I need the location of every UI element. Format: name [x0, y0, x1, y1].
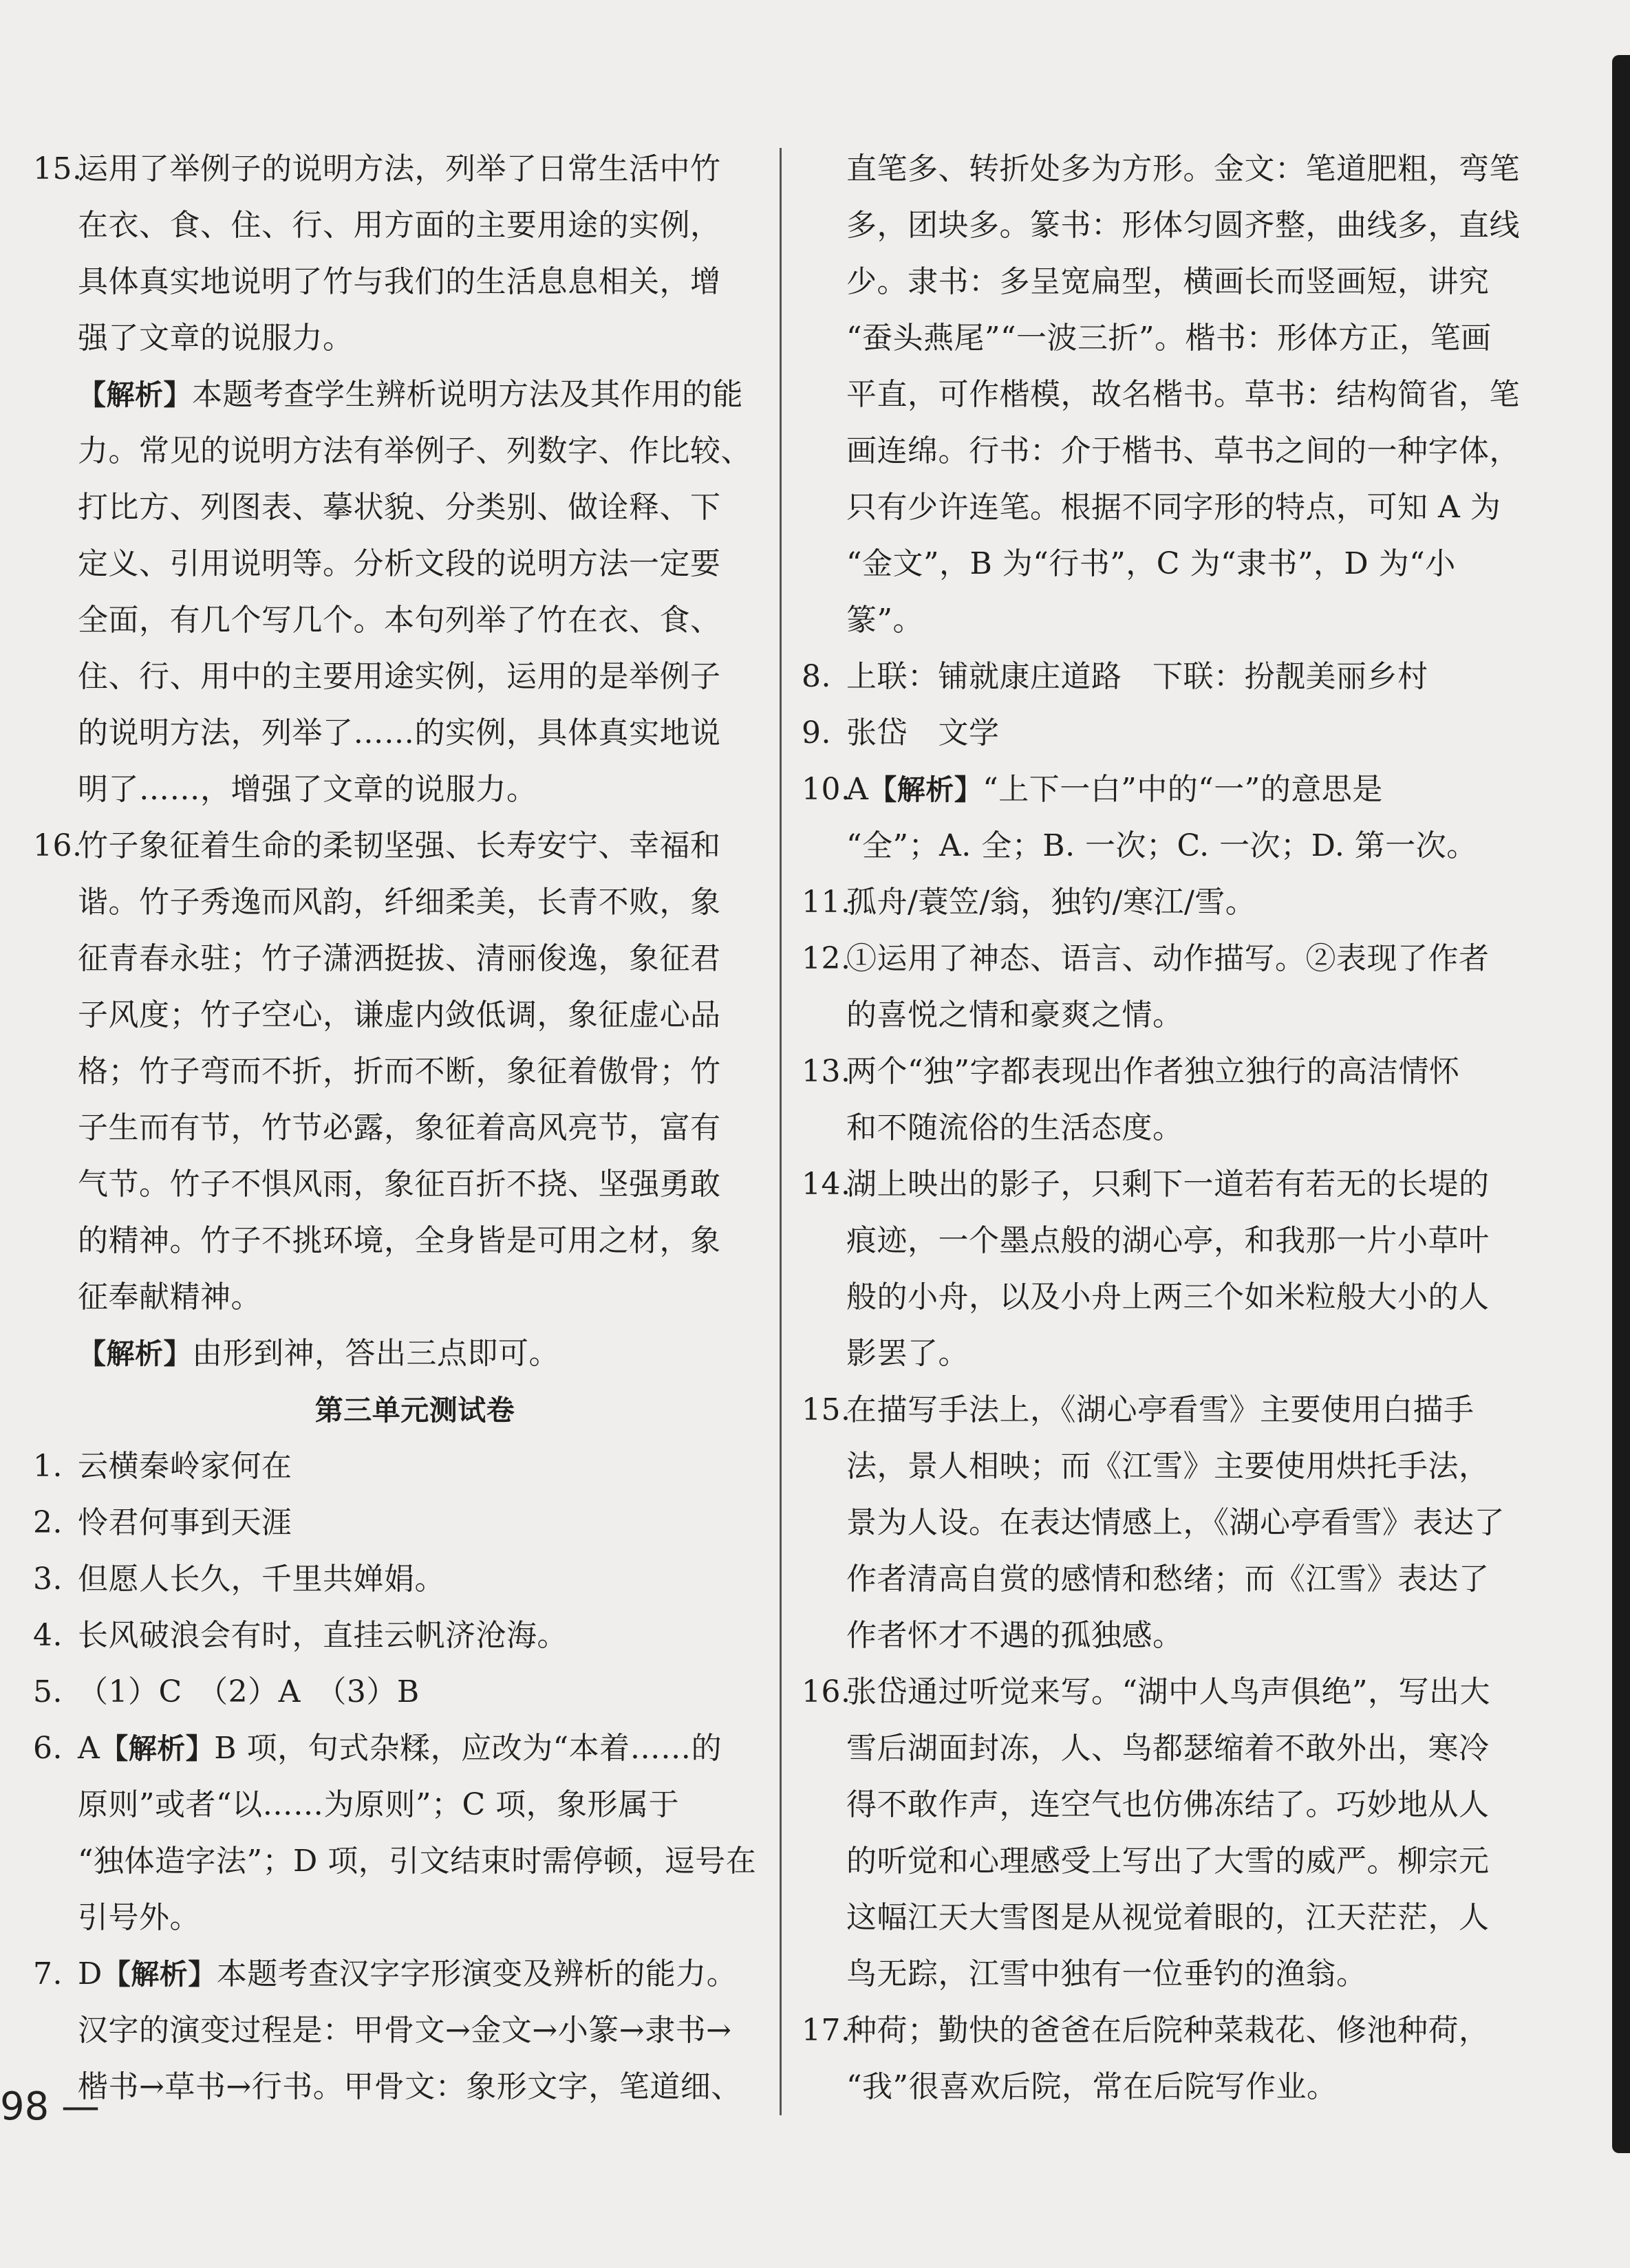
- line-text: 汉字的演变过程是：甲骨文→金文→小篆→隶书→: [78, 2013, 732, 2048]
- line-text: 法，景人相映；而《江雪》主要使用烘托手法，: [846, 1449, 1490, 1484]
- question-number: 6.: [33, 1731, 63, 1766]
- question-number: 8.: [802, 659, 831, 694]
- text-line: [33, 874, 755, 931]
- text-line: [33, 197, 755, 254]
- text-line: [33, 987, 755, 1044]
- text-line: [33, 1213, 755, 1269]
- text-line: [33, 310, 755, 367]
- line-text: 平直，可作楷模，故名楷书。草书：结构简省，笔: [846, 377, 1520, 412]
- text-line: [33, 1664, 755, 1720]
- line-text: 楷书→草书→行书。甲骨文：象形文字，笔道细、: [78, 2069, 742, 2104]
- text-line: [802, 818, 1524, 874]
- line-text: 的喜悦之情和豪爽之情。: [846, 997, 1183, 1033]
- text-line: [802, 1100, 1524, 1156]
- line-text: 般的小舟，以及小舟上两三个如米粒般大小的人: [846, 1279, 1490, 1315]
- binding-edge: [1612, 55, 1630, 2153]
- column-divider: [780, 148, 782, 2115]
- bold-label: 【解析】: [102, 1958, 217, 1991]
- text-line: [33, 1890, 755, 1946]
- text-line: [802, 1833, 1524, 1890]
- text-line: [802, 1044, 1524, 1100]
- bold-label: 第三单元测试卷: [314, 1394, 515, 1427]
- question-number: 17.: [802, 2013, 851, 2048]
- line-text: 力。常见的说明方法有举例子、列数字、作比较、: [78, 433, 751, 468]
- text-line: [802, 197, 1524, 254]
- text-line: [802, 367, 1524, 423]
- line-text: （1）C （2）A （3）B: [78, 1674, 420, 1709]
- line-text: 在衣、食、住、行、用方面的主要用途的实例，: [78, 208, 721, 243]
- text-line: [33, 1156, 755, 1213]
- text-line: [33, 818, 755, 874]
- line-text: 在描写手法上，《湖心亭看雪》主要使用白描手: [846, 1392, 1474, 1427]
- right-column: [802, 141, 1524, 2115]
- line-text: 具体真实地说明了竹与我们的生活息息相关，增: [78, 264, 721, 299]
- question-number: 16.: [802, 1674, 851, 1709]
- line-text: 少。隶书：多呈宽扁型，横画长而竖画短，讲究: [846, 264, 1490, 299]
- question-number: 16.: [33, 828, 83, 863]
- text-line: [802, 592, 1524, 649]
- line-text: 只有少许连笔。根据不同字形的特点，可知 A 为: [846, 490, 1501, 525]
- line-text: 打比方、列图表、摹状貌、分类别、做诠释、下: [78, 490, 721, 525]
- text-line: [802, 762, 1524, 818]
- question-number: 7.: [33, 1956, 63, 1991]
- answer-choice: D: [78, 1956, 103, 1991]
- line-text: “全”；A. 全；B. 一次；C. 一次；D. 第一次。: [846, 828, 1477, 863]
- text-line: [802, 1326, 1524, 1382]
- text-line: [802, 1777, 1524, 1833]
- line-text: 由形到神，答出三点即可。: [192, 1336, 559, 1371]
- line-text: 运用了举例子的说明方法，列举了日常生活中竹: [78, 151, 721, 186]
- text-line: [802, 254, 1524, 310]
- question-number: 14.: [802, 1167, 851, 1202]
- text-line: [802, 1213, 1524, 1269]
- line-text: “我”很喜欢后院，常在后院写作业。: [846, 2069, 1338, 2104]
- text-line: [33, 1269, 755, 1326]
- text-line: [802, 874, 1524, 931]
- text-line: [33, 1382, 755, 1438]
- text-line: [802, 1664, 1524, 1720]
- text-line: [802, 1382, 1524, 1438]
- question-number: 4.: [33, 1618, 63, 1653]
- line-text: 多，团块多。篆书：形体匀圆齐整，曲线多，直线: [846, 208, 1520, 243]
- line-text: 影罢了。: [846, 1336, 969, 1371]
- left-column: [33, 141, 755, 2115]
- line-text: 住、行、用中的主要用途实例，运用的是举例子: [78, 659, 721, 694]
- text-line: [33, 423, 755, 479]
- line-text: 湖上映出的影子，只剩下一道若有若无的长堤的: [846, 1167, 1490, 1202]
- line-text: “蚕头燕尾”“一波三折”。楷书：形体方正，笔画: [846, 321, 1492, 356]
- line-text: 景为人设。在表达情感上，《湖心亭看雪》表达了: [846, 1505, 1505, 1540]
- line-text: 本题考查学生辨析说明方法及其作用的能: [192, 377, 743, 412]
- text-line: [802, 310, 1524, 367]
- line-text: 和不随流俗的生活态度。: [846, 1110, 1183, 1145]
- question-number: 3.: [33, 1562, 63, 1597]
- text-line: [33, 1833, 755, 1890]
- question-number: 2.: [33, 1505, 63, 1540]
- line-text: 篆”。: [846, 603, 923, 638]
- text-line: [33, 592, 755, 649]
- line-text: 种荷；勤快的爸爸在后院种菜栽花、修池种荷，: [846, 2013, 1490, 2048]
- text-line: [33, 1495, 755, 1551]
- line-text: 张岱 文学: [846, 715, 1000, 750]
- line-text: 格；竹子弯而不折，折而不断，象征着傲骨；竹: [78, 1054, 721, 1089]
- text-line: [33, 1044, 755, 1100]
- text-line: [802, 649, 1524, 705]
- text-line: [802, 1156, 1524, 1213]
- text-line: [802, 1551, 1524, 1608]
- text-line: [802, 1495, 1524, 1551]
- line-text: 本题考查汉字字形演变及辨析的能力。: [216, 1956, 738, 1991]
- line-text: “独体造字法”；D 项，引文结束时需停顿，逗号在: [78, 1844, 757, 1879]
- question-number: 10.: [802, 772, 851, 807]
- text-line: [802, 705, 1524, 762]
- text-line: [33, 705, 755, 762]
- line-text: 画连绵。行书：介于楷书、草书之间的一种字体，: [846, 433, 1520, 468]
- bold-label: 【解析】: [78, 1337, 192, 1370]
- text-line: [33, 367, 755, 423]
- line-text: 全面，有几个写几个。本句列举了竹在衣、食、: [78, 603, 721, 638]
- text-line: [33, 1551, 755, 1608]
- text-line: [802, 536, 1524, 592]
- line-text: 两个“独”字都表现出作者独立独行的高洁情怀: [846, 1054, 1460, 1089]
- question-number: 15.: [33, 151, 83, 186]
- question-number: 9.: [802, 715, 831, 750]
- text-line: [802, 1946, 1524, 2002]
- text-line: [33, 254, 755, 310]
- line-text: 竹子象征着生命的柔韧坚强、长寿安宁、幸福和: [78, 828, 721, 863]
- text-line: [33, 1946, 755, 2002]
- page-number: 98 —: [0, 2084, 100, 2129]
- line-text: 孤舟/蓑笠/翁，独钓/寒江/雪。: [846, 885, 1256, 920]
- line-text: 鸟无踪，江雪中独有一位垂钓的渔翁。: [846, 1956, 1367, 1991]
- line-text: 的听觉和心理感受上写出了大雪的威严。柳宗元: [846, 1844, 1490, 1879]
- text-line: [33, 536, 755, 592]
- text-line: [33, 479, 755, 536]
- text-line: [802, 1608, 1524, 1664]
- line-text: 原则”或者“以……为原则”；C 项，象形属于: [78, 1787, 680, 1822]
- text-line: [33, 141, 755, 197]
- line-text: 上联：铺就康庄道路 下联：扮靓美丽乡村: [846, 659, 1428, 694]
- text-line: [802, 2002, 1524, 2059]
- text-line: [33, 1777, 755, 1833]
- bold-label: 【解析】: [868, 773, 983, 806]
- text-line: [802, 479, 1524, 536]
- text-line: [802, 1720, 1524, 1777]
- text-line: [33, 1326, 755, 1382]
- line-text: “金文”，B 为“行书”，C 为“隶书”，D 为“小: [846, 546, 1456, 581]
- line-text: 的精神。竹子不挑环境，全身皆是可用之材，象: [78, 1223, 721, 1258]
- text-line: [33, 1720, 755, 1777]
- answer-choice: A: [846, 772, 869, 807]
- text-line: [33, 1438, 755, 1495]
- question-number: 15.: [802, 1392, 851, 1427]
- question-number: 12.: [802, 941, 851, 976]
- line-text: B 项，句式杂糅，应改为“本着……的: [214, 1731, 722, 1766]
- line-text: 张岱通过听觉来写。“湖中人鸟声俱绝”，写出大: [846, 1674, 1490, 1709]
- text-line: [33, 1100, 755, 1156]
- answer-choice: A: [78, 1731, 100, 1766]
- line-text: 谐。竹子秀逸而风韵，纤细柔美，长青不败，象: [78, 885, 721, 920]
- line-text: 得不敢作声，连空气也仿佛冻结了。巧妙地从人: [846, 1787, 1490, 1822]
- line-text: 的说明方法，列举了……的实例，具体真实地说: [78, 715, 721, 750]
- line-text: 明了……，增强了文章的说服力。: [78, 772, 537, 807]
- line-text: ①运用了神态、语言、动作描写。②表现了作者: [846, 941, 1490, 976]
- line-text: “上下一白”中的“一”的意思是: [983, 772, 1383, 807]
- line-text: 征青春永驻；竹子潇洒挺拔、清丽俊逸，象征君: [78, 941, 721, 976]
- text-line: [33, 2002, 755, 2059]
- text-line: [802, 1438, 1524, 1495]
- line-text: 这幅江天大雪图是从视觉着眼的，江天茫茫，人: [846, 1900, 1490, 1935]
- line-text: 但愿人长久，千里共婵娟。: [78, 1562, 445, 1597]
- bold-label: 【解析】: [78, 378, 192, 411]
- line-text: 气节。竹子不惧风雨，象征百折不挠、坚强勇敢: [78, 1167, 721, 1202]
- line-text: 强了文章的说服力。: [78, 321, 354, 356]
- text-line: [33, 762, 755, 818]
- text-line: [802, 987, 1524, 1044]
- line-text: 子风度；竹子空心，谦虚内敛低调，象征虚心品: [78, 997, 721, 1033]
- bold-label: 【解析】: [100, 1732, 215, 1765]
- text-line: [802, 141, 1524, 197]
- text-line: [802, 423, 1524, 479]
- text-line: [802, 931, 1524, 987]
- line-text: 直笔多、转折处多为方形。金文：笔道肥粗，弯笔: [846, 151, 1520, 186]
- question-number: 1.: [33, 1449, 63, 1484]
- line-text: 作者清高自赏的感情和愁绪；而《江雪》表达了: [846, 1562, 1490, 1597]
- line-text: 云横秦岭家何在: [78, 1449, 292, 1484]
- line-text: 雪后湖面封冻，人、鸟都瑟缩着不敢外出，寒冷: [846, 1731, 1490, 1766]
- text-line: [802, 1890, 1524, 1946]
- line-text: 痕迹，一个墨点般的湖心亭，和我那一片小草叶: [846, 1223, 1490, 1258]
- line-text: 定义、引用说明等。分析文段的说明方法一定要: [78, 546, 721, 581]
- line-text: 征奉献精神。: [78, 1279, 261, 1315]
- text-line: [33, 649, 755, 705]
- question-number: 5.: [33, 1674, 63, 1709]
- line-text: 子生而有节，竹节必露，象征着高风亮节，富有: [78, 1110, 721, 1145]
- text-line: [802, 1269, 1524, 1326]
- question-number: 11.: [802, 885, 851, 920]
- line-text: 怜君何事到天涯: [78, 1505, 292, 1540]
- text-line: [33, 931, 755, 987]
- question-number: 13.: [802, 1054, 851, 1089]
- line-text: 长风破浪会有时，直挂云帆济沧海。: [78, 1618, 568, 1653]
- line-text: 引号外。: [78, 1900, 200, 1935]
- text-line: [33, 1608, 755, 1664]
- text-line: [802, 2059, 1524, 2115]
- text-line: [33, 2059, 755, 2115]
- line-text: 作者怀才不遇的孤独感。: [846, 1618, 1183, 1653]
